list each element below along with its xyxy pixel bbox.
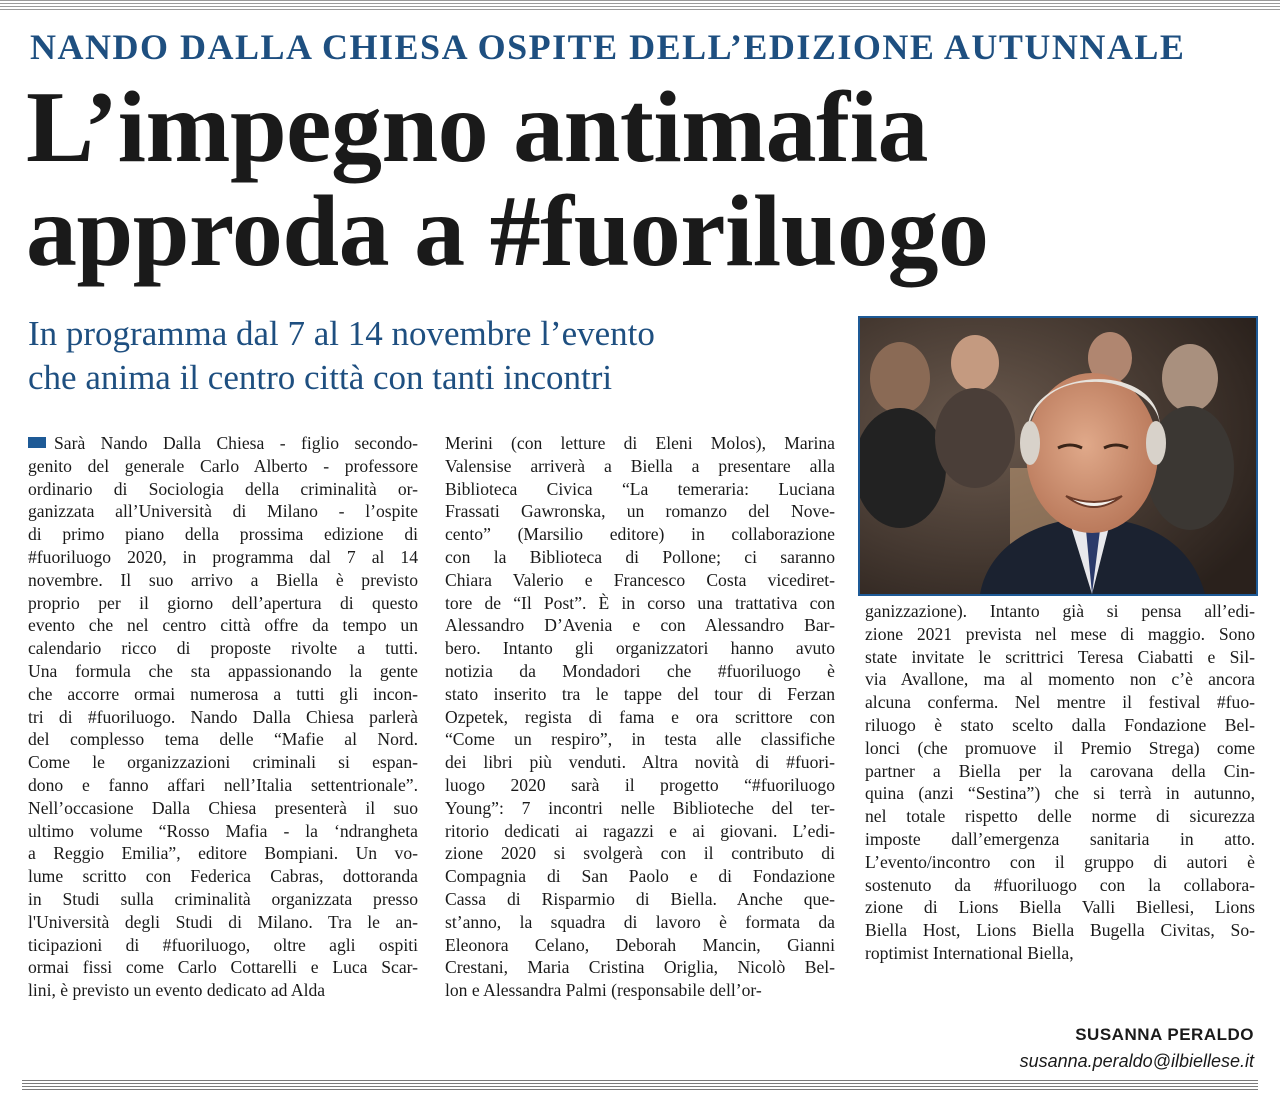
article-line: ganizzazione). Intanto già si pensa all’edi-: [865, 601, 1255, 621]
article-line: Frassati Gawronska, un romanzo del Nove-: [445, 501, 835, 522]
article-line: stato inserito tra le tappe del tour di Ferzan: [445, 683, 835, 704]
article-line: ormai fissi come Carlo Cottarelli e Luca Scar-: [28, 957, 418, 978]
bottom-rule: [22, 1080, 1258, 1090]
article-line: Biella Host, Lions Biella Bugella Civitas, So-: [865, 920, 1255, 941]
article-line: tore de “Il Post”. È in corso una trattativa con: [445, 592, 835, 613]
article-line: di primo piano della prossima edizione di: [28, 524, 418, 545]
article-line: del complesso tema delle “Mafie al Nord.: [28, 729, 418, 750]
headline-line: L’impegno antimafia: [26, 71, 928, 184]
article-line: Cassa di Risparmio di Biella. Anche que-: [445, 888, 835, 909]
article-line: evento che nel centro città offre da tempo un: [28, 615, 418, 636]
article-line: imposte dall’emergenza sanitaria in atto.: [865, 828, 1255, 849]
article-line: ritorio dedicati ai ragazzi e ai giovani. L’edi-: [445, 820, 835, 841]
article-line: roptimist International Biella,: [865, 942, 1074, 963]
article-line: luogo 2020 sarà il progetto “#fuoriluogo: [445, 774, 835, 795]
headline: [26, 71, 1266, 288]
article-line: #fuoriluogo 2020, in programma dal 7 al 14: [28, 546, 418, 567]
article-column-2: [445, 432, 835, 1002]
article-line: partner a Biella per la carovana della Cin-: [865, 760, 1255, 781]
article-line: con la Biblioteca di Pollone; ci saranno: [445, 546, 835, 567]
article-line: state invitate le scrittrici Teresa Ciabatti e Sil-: [865, 646, 1255, 667]
article-line: zione 2021 prevista nel mese di maggio. Sono: [865, 623, 1255, 644]
subhead: [28, 312, 848, 400]
article-line: l'Università degli Studi di Milano. Tra le an-: [28, 911, 418, 932]
article-line: proprio per il giorno dell’apertura di questo: [28, 592, 418, 613]
article-line: Crestani, Maria Cristina Origlia, Nicolò Bel-: [445, 957, 835, 978]
article-line: che accorre ormai numerosa a tutti gli incon-: [28, 683, 418, 704]
portrait-illustration: [860, 318, 1256, 594]
article-line: a Reggio Emilia”, editore Bompiani. Un vo-: [28, 843, 418, 864]
article-column-1: [28, 432, 418, 1002]
article-line: sostenuto da #fuoriluogo con la collabora-: [865, 874, 1255, 895]
article-line: Merini (con letture di Eleni Molos), Marina: [445, 433, 835, 453]
article-line: dei libri più venduti. Altra novità di #fuori-: [445, 752, 835, 773]
subhead-line: In programma dal 7 al 14 novembre l’evento: [28, 314, 655, 353]
section-bullet-icon: [28, 437, 46, 448]
article-line: novembre. Il suo arrivo a Biella è previsto: [28, 569, 418, 590]
article-line: Compagnia di San Paolo e di Fondazione: [445, 866, 835, 887]
article-line: cento” (Marsilio editore) in collaborazione: [445, 524, 835, 545]
author-email: susanna.peraldo@ilbiellese.it: [1019, 1051, 1254, 1071]
article-line: tri di #fuoriluogo. Nando Dalla Chiesa parlerà: [28, 706, 418, 727]
article-line: Alessandro D’Avenia e con Alessandro Bar-: [445, 615, 835, 636]
article-line: Young”: 7 incontri nelle Biblioteche del ter-: [445, 797, 835, 818]
article-line: nel totale rispetto delle norme di sicurezza: [865, 806, 1255, 827]
article-line: Ozpetek, regista di fama e ora scrittore con: [445, 706, 835, 727]
article-line: ultimo volume “Rosso Mafia - la ‘ndrangheta: [28, 820, 418, 841]
article-line: riluogo è stato scelto dalla Fondazione Bel-: [865, 714, 1255, 735]
article-line: Biblioteca Civica “La temeraria: Luciana: [445, 478, 835, 499]
article-line-text: Sarà Nando Dalla Chiesa - figlio secondo-: [54, 433, 418, 453]
author-byline: SUSANNA PERALDO: [1075, 1025, 1254, 1044]
article-line: ganizzata all’Università di Milano - l’ospite: [28, 501, 418, 522]
article-line: “Come un respiro”, in testa alle classifiche: [445, 729, 835, 750]
article-line: st’anno, la squadra di lavoro è formata da: [445, 911, 835, 932]
article-line: lon e Alessandra Palmi (responsabile dell’or-: [445, 980, 762, 1001]
article-line: quina (anzi “Sestina”) che si terrà in autunno,: [865, 783, 1255, 804]
article-line: ticipazioni di #fuoriluogo, oltre agli ospiti: [28, 934, 418, 955]
portrait-photo: [858, 316, 1258, 596]
article-line: genito del generale Carlo Alberto - professore: [28, 455, 418, 476]
article-line: Valensise arriverà a Biella a presentare alla: [445, 455, 835, 476]
article-line: lonci (che promuove il Premio Strega) come: [865, 737, 1255, 758]
article-line: lume scritto con Federica Cabras, dottoranda: [28, 866, 418, 887]
article-line: zione di Lions Biella Valli Biellesi, Lions: [865, 897, 1255, 918]
article-line: [28, 432, 418, 455]
article-line: lini, è previsto un evento dedicato ad Alda: [28, 980, 326, 1001]
article-line: dono e fanno affari nell’Italia settentrionale”.: [28, 774, 418, 795]
article-line: Eleonora Celano, Deborah Mancin, Gianni: [445, 934, 835, 955]
article-line: L’evento/incontro con il gruppo di autori è: [865, 851, 1255, 872]
article-line: ordinario di Sociologia della criminalità or-: [28, 478, 418, 499]
top-rule: [0, 0, 1280, 10]
article-line: Nell’occasione Dalla Chiesa presenterà il suo: [28, 797, 418, 818]
article-line: Come le organizzazioni criminali si espan-: [28, 752, 418, 773]
kicker: NANDO DALLA CHIESA OSPITE DELL’EDIZIONE AUTUNNALE: [30, 27, 1186, 67]
article-line: calendario ricco di proposte rivolte a tutti.: [28, 638, 418, 659]
article-line: via Avallone, ma al momento non c’è ancora: [865, 669, 1255, 690]
article-line: zione 2020 si svolgerà con il contributo di: [445, 843, 835, 864]
article-line: notizia da Mondadori che #fuoriluogo è: [445, 660, 835, 681]
article-line: Chiara Valerio e Francesco Costa vicediret-: [445, 569, 835, 590]
article-line: bero. Intanto gli organizzatori hanno avuto: [445, 638, 835, 659]
article-line: Una formula che sta appassionando la gente: [28, 660, 418, 681]
headline-line: approda a #fuoriluogo: [26, 175, 989, 288]
article-line: in Studi sulla criminalità organizzata presso: [28, 888, 418, 909]
article-line: alcuna conferma. Nel mentre il festival #fuo-: [865, 692, 1255, 713]
subhead-line: che anima il centro città con tanti incontri: [28, 358, 613, 397]
article-column-3: [865, 600, 1255, 965]
